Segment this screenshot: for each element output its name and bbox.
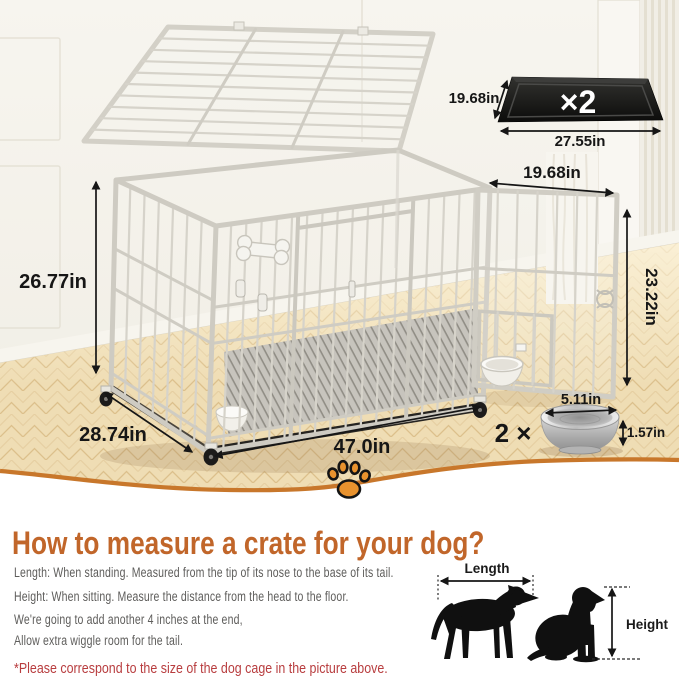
guide-line-height: Height: When sitting. Measure the distance from the head to the floor. (14, 588, 349, 604)
door-width-label: 19.68in (523, 163, 581, 182)
length-label: Length (464, 561, 510, 576)
open-door-panel (474, 190, 617, 397)
tray-qty-label: ×2 (559, 84, 597, 120)
guide-note: *Please correspond to the size of the dog cage in the picture above. (14, 660, 388, 677)
door-label (516, 344, 526, 351)
crate-height-label: 26.77in (19, 271, 87, 293)
guide-line-wiggle: Allow extra wiggle room for the tail. (14, 632, 184, 648)
bowl-diameter-label: 5.11in (560, 392, 602, 408)
door-height-label: 23.22in (642, 268, 661, 326)
lid-latch-tab (234, 22, 244, 30)
tray-depth-label: 19.68in (448, 90, 500, 107)
guide-title: How to measure a crate for your dog? (12, 525, 485, 562)
lid-latch-tab (358, 27, 368, 35)
height-label: Height (626, 617, 668, 632)
crate-width-label: 47.0in (333, 436, 391, 458)
door-latch (349, 281, 355, 297)
tray-width-label: 27.55in (554, 133, 606, 150)
crate-depth-label: 28.74in (79, 424, 147, 446)
guide-line-length: Length: When standing. Measured from the tip of its nose to the base of its tail. (14, 564, 394, 580)
guide-line-extra: We're going to add another 4 inches at the end, (14, 611, 243, 627)
bowl-qty-label: 2 × (494, 418, 532, 448)
bowl-height-label: 1.57in (626, 425, 666, 440)
replacement-trays (498, 77, 663, 122)
